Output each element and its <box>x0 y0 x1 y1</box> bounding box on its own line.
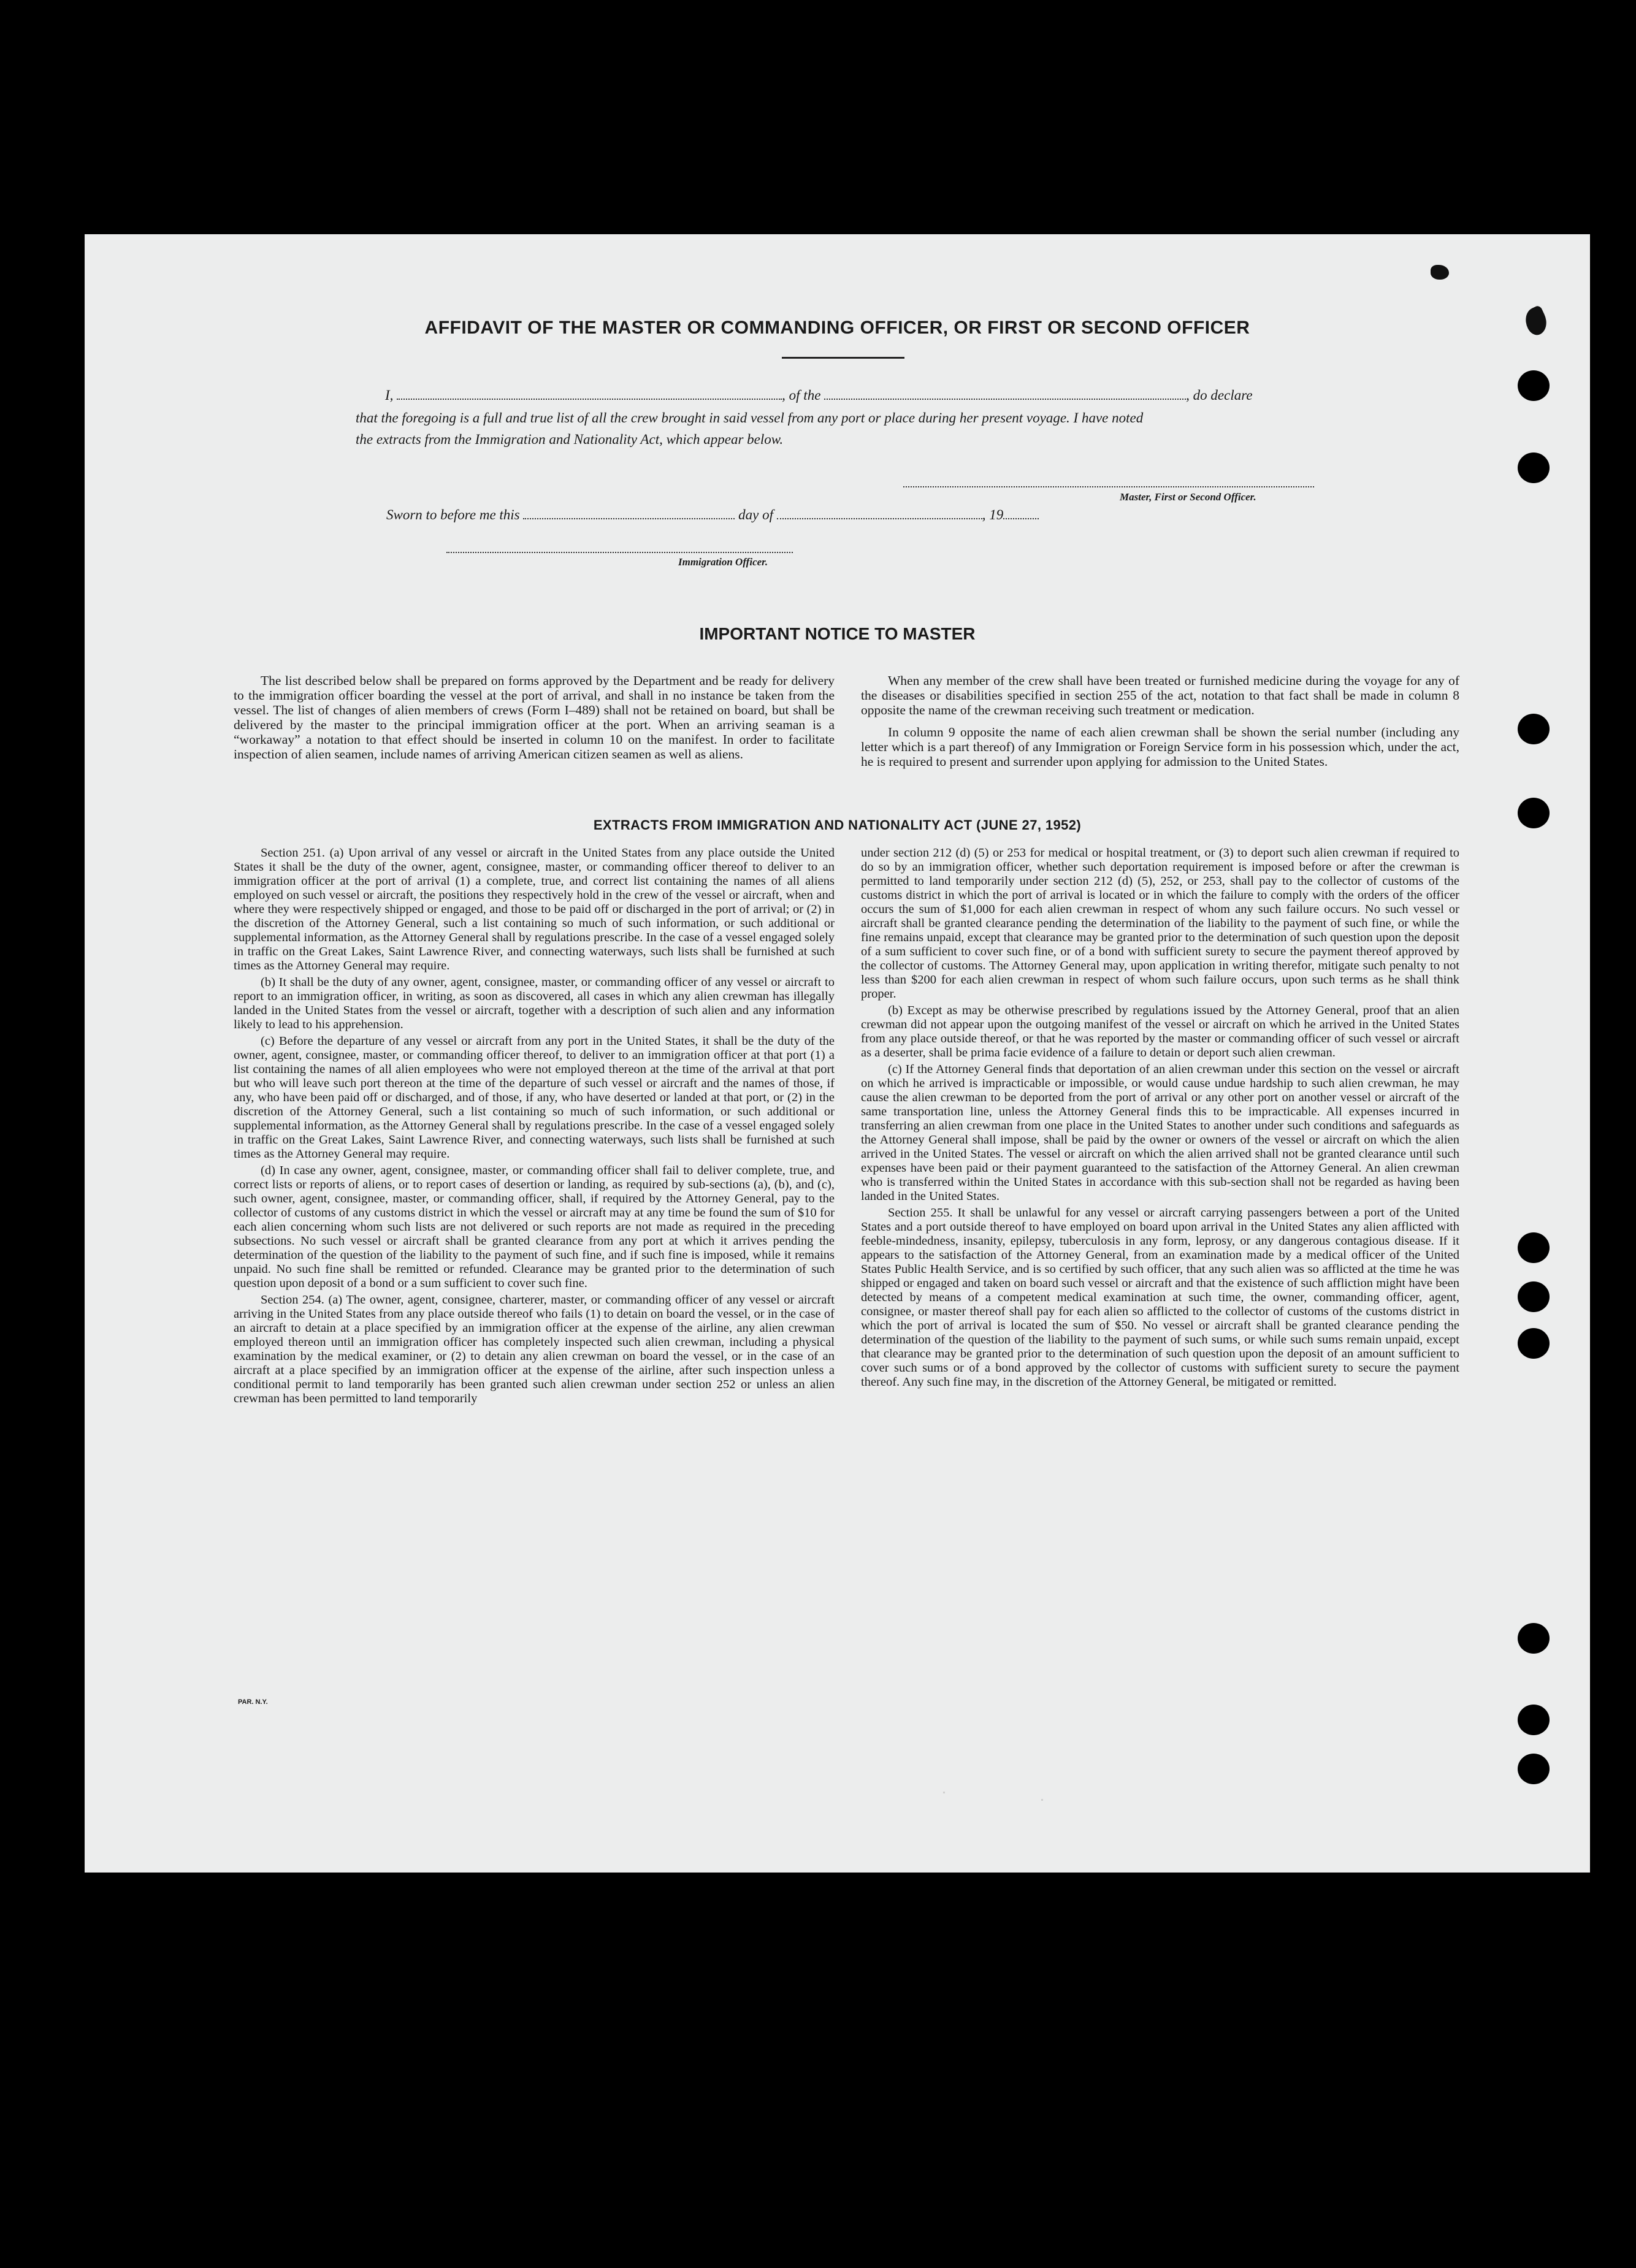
sworn-label: Sworn to before me this <box>386 507 520 522</box>
title-rule <box>782 357 904 359</box>
ink-blot <box>1431 265 1449 280</box>
extracts-right-column <box>861 846 1459 1389</box>
extracts-title: EXTRACTS FROM IMMIGRATION AND NATIONALITY ACT (JUNE 27, 1952) <box>593 817 1082 833</box>
declaration-line-3: the extracts from the Immigration and Nationality Act, which appear below. <box>356 432 784 447</box>
act-paragraph: (b) Except as may be otherwise prescribed by regulations issued by the Attorney General, proof that an alien crewman did not appear upon the outgoing manifest of the vessel or aircraft on which he arrived in the United States from any place outside thereof, or that he was reported by the master or commanding officer of such vessel or aircraft as a deserter, shall be prima facie evidence of a failure to detain or deport such alien crewman. <box>861 1004 1459 1060</box>
printer-mark: PAR. N.Y. <box>238 1698 268 1706</box>
punch-hole <box>1518 1705 1550 1735</box>
year-label: , 19 <box>982 507 1004 522</box>
officer-caption: Immigration Officer. <box>678 556 768 568</box>
vessel-blank <box>824 392 1186 400</box>
act-paragraph: Section 251. (a) Upon arrival of any vessel or aircraft in the United States from any place outside the United States it shall be the duty of the owner, agent, consignee, master, or commanding officer thereof to deliver to an immigration officer at the port of arrival (1) a complete, true, and correct list containing the names of all aliens employed on such vessel or aircraft, the positions they respectively hold in the crew of the vessel or aircraft, when and where they were respectively shipped or engaged, and those to be paid off or discharged in the port of arrival; or (2) in the discretion of the Attorney General, such a list containing so much of such information, or such additional or supplemental information, as the Attorney General shall by regulations prescribe. In the case of a vessel engaged solely in traffic on the Great Lakes, Saint Lawrence River, and connecting waterways, such lists shall be furnished at such times as the Attorney General may require. <box>234 846 835 972</box>
declaration-line <box>385 388 1253 403</box>
act-paragraph: (c) If the Attorney General finds that deportation of an alien crewman under this section on the vessel or aircraft on which he arrived is impracticable or impossible, or would cause undue hardship to such alien crewman, he may cause the alien crewman to be deported from the port of arrival or any other port on another vessel or aircraft of the same transportation line, unless the Attorney General finds this to be impracticable. All expenses incurred in transferring an alien crewman from one place in the United States to another under such conditions and safeguards as the Attorney General shall impose, shall be paid by the owner or owners of the vessel or aircraft on which the alien arrived in the United States. The vessel or aircraft on which the alien arrived shall not be granted clearance until such expenses have been paid or their payment guaranteed to the satisfaction of the Attorney General. An alien crewman who is transferred within the United States in accordance with this sub-section shall not be regarded as having been landed in the United States. <box>861 1063 1459 1203</box>
notice-right-paragraph: In column 9 opposite the name of each alien crewman shall be shown the serial number (including any letter which is a part thereof) of any Immigration or Foreign Service form in his possession which, under the act, he is required to present and surrender upon applying for admission to the United States. <box>861 725 1459 769</box>
act-paragraph: under section 212 (d) (5) or 253 for medical or hospital treatment, or (3) to deport such alien crewman if required to do so by an immigration officer, whether such deportation requirement is imposed before or after the crewman is permitted to land temporarily under section 212 (d) (5), 252, or 253, shall pay to the collector of customs of the customs district in which the port of arrival is located or in which the failure to comply with the orders of the officer occurs the sum of $1,000 for each alien crewman in respect of whom any such failure occurs. No such vessel or aircraft shall be granted clearance pending the determination of the liability to the payment of such fine, or while the fine remains unpaid, except that clearance may be granted prior to the determination of such question upon the deposit of a sum sufficient to cover such fine, or of a bond with sufficient surety to secure the payment thereof approved by the collector of customs. The Attorney General may, upon application in writing therefor, mitigate such penalty to not less than $200 for each alien crewman in respect of whom such failure occurs, upon such terms as he shall think proper. <box>861 846 1459 1001</box>
punch-hole <box>1518 1328 1550 1359</box>
punch-hole <box>1518 1623 1550 1654</box>
punch-hole <box>1518 452 1550 483</box>
year-blank <box>1003 512 1039 519</box>
punch-hole <box>1518 1754 1550 1784</box>
act-paragraph: Section 254. (a) The owner, agent, consignee, charterer, master, or commanding officer of any vessel or aircraft arriving in the United States from any place outside thereof who fails (1) to detain on board the vessel, or in the case of an aircraft to detain at a place specified by an immigration officer at the expense of the airline, any alien crewman employed thereon until an immigration officer has completely inspected such alien crewman, including a physical examination by the medical examiner, or (2) to detain any alien crewman on board the vessel, or in the case of an aircraft at a place specified by an immigration officer at the expense of the airline, after such inspection unless a conditional permit to land temporarily has been granted such alien crewman under section 252 or unless an alien crewman has been permitted to land temporarily <box>234 1293 835 1405</box>
act-paragraph: Section 255. It shall be unlawful for any vessel or aircraft carrying passengers between a port of the United States and a port outside thereof to have employed on board upon arrival in the United States any alien afflicted with feeble-mindedness, insanity, epilepsy, tuberculosis in any form, leprosy, or any dangerous contagious disease. If it appears to the satisfaction of the Attorney General, from an examination made by a medical officer of the United States Public Health Service, and is so certified by such officer, that any such alien was so afflicted at the time he was shipped or engaged and taken on board such vessel or aircraft and that the existence of such affliction might have been detected by means of a competent medical examination at such time, the owner, commanding officer, agent, consignee, or master thereof shall pay for each alien so afflicted to the collector of customs of the customs district in which the port of arrival is located the sum of $50. No vessel or aircraft shall be granted clearance pending the determination of the question of the liability to the payment of such sums, or while such sums remain unpaid, except that clearance may be granted prior to the determination of such question upon the deposit of an amount sufficient to cover such sums or of a bond approved by the collector of customs with sufficient surety to secure the payment thereof. Any such fine may, in the discretion of the Attorney General, be mitigated or remitted. <box>861 1206 1459 1389</box>
scan-speck <box>1041 1799 1043 1801</box>
notice-left-paragraph: The list described below shall be prepared on forms approved by the Department and be ready for delivery to the immigration officer boarding the vessel at the port of arrival, and shall in no instance be taken from the vessel. The list of changes of alien members of crews (Form I–489) shall not be retained on board, but shall be delivered by the master to the principal immigration officer at the port. When an arriving seaman is a “workaway” a notation to that effect should be inserted in column 10 on the manifest. In order to facilitate inspection of alien seamen, include names of arriving American citizen seamen as well as aliens. <box>234 673 835 762</box>
declarant-blank <box>397 392 782 400</box>
sworn-line <box>386 507 1039 523</box>
master-signature-line <box>903 486 1314 487</box>
day-of-label: day of <box>738 507 773 522</box>
officer-signature-line <box>446 552 793 553</box>
sworn-day-blank <box>523 512 735 519</box>
extracts-left-column <box>234 846 835 1406</box>
notice-right-column <box>861 673 1459 769</box>
notice-title: IMPORTANT NOTICE TO MASTER <box>699 624 976 643</box>
punch-hole <box>1518 1281 1550 1312</box>
scan-speck <box>943 1792 945 1793</box>
punch-hole <box>1518 714 1550 744</box>
notice-right-paragraph: When any member of the crew shall have been treated or furnished medicine during the voyage for any of the diseases or disabilities specified in section 255 of the act, notation to that fact shall be made in column 8 opposite the name of the crewman receiving such treatment or medication. <box>861 673 1459 717</box>
act-paragraph: (b) It shall be the duty of any owner, agent, consignee, master, or commanding officer of any vessel or aircraft to report to an immigration officer, in writing, as soon as discovered, all cases in which any alien crewman has illegally landed in the United States from the vessel or aircraft, together with a description of such alien and any information likely to lead to his apprehension. <box>234 976 835 1031</box>
vessel-label: , of the <box>782 388 821 403</box>
punch-hole <box>1518 1232 1550 1263</box>
punch-hole <box>1518 370 1550 401</box>
declaration-line-2: that the foregoing is a full and true list of all the crew brought in said vessel from any port or place during her present voyage. I have noted <box>356 410 1144 426</box>
act-paragraph: (c) Before the departure of any vessel or aircraft from any port in the United States, it shall be the duty of the owner, agent, consignee, master, or commanding officer thereof, to deliver to an immigration officer at that port (1) a list containing the names of all alien employees who were not employed thereon at the time of the arrival at that port but who will leave such port thereon at the time of the departure of such vessel or aircraft and the names of those, if any, who have been paid off or discharged, and of those, if any, who have deserted or landed at that port, or (2) in the discretion of the Attorney General, such a list containing so much of such information, or such additional or supplemental information, as the Attorney General shall by regulations prescribe. In the case of a vessel engaged solely in traffic on the Great Lakes, Saint Lawrence River, and connecting waterways, such lists shall be furnished at such times as the Attorney General may require. <box>234 1034 835 1161</box>
master-caption: Master, First or Second Officer. <box>1120 491 1256 503</box>
document-page <box>85 234 1590 1873</box>
month-blank <box>777 512 982 519</box>
act-paragraph: (d) In case any owner, agent, consignee, master, or commanding officer shall fail to deliver complete, true, and correct lists or reports of aliens, or to report cases of desertion or landing, as required by sub-sections (a), (b), and (c), such owner, agent, consignee, master, or commanding officer, shall, if required by the Attorney General, pay to the collector of customs of any customs district in which the vessel or aircraft may at any time be found the sum of $10 for each alien concerning whom such lists are not delivered or such reports are not made as required in the preceding subsections. No such vessel or aircraft shall be granted clearance from any port at which it arrives pending the determination of the question of the liability to the payment of such fine, and if such fine is imposed, while it remains unpaid. No such fine shall be remitted or refunded. Clearance may be granted prior to the determination of such question upon deposit of a bond or a sum sufficient to cover such fine. <box>234 1164 835 1290</box>
affidavit-title: AFFIDAVIT OF THE MASTER OR COMMANDING OFFICER, OR FIRST OR SECOND OFFICER <box>424 318 1250 338</box>
notice-left-column <box>234 673 835 762</box>
declare-label: , do declare <box>1186 388 1253 403</box>
declarant-label: I, <box>385 388 394 403</box>
